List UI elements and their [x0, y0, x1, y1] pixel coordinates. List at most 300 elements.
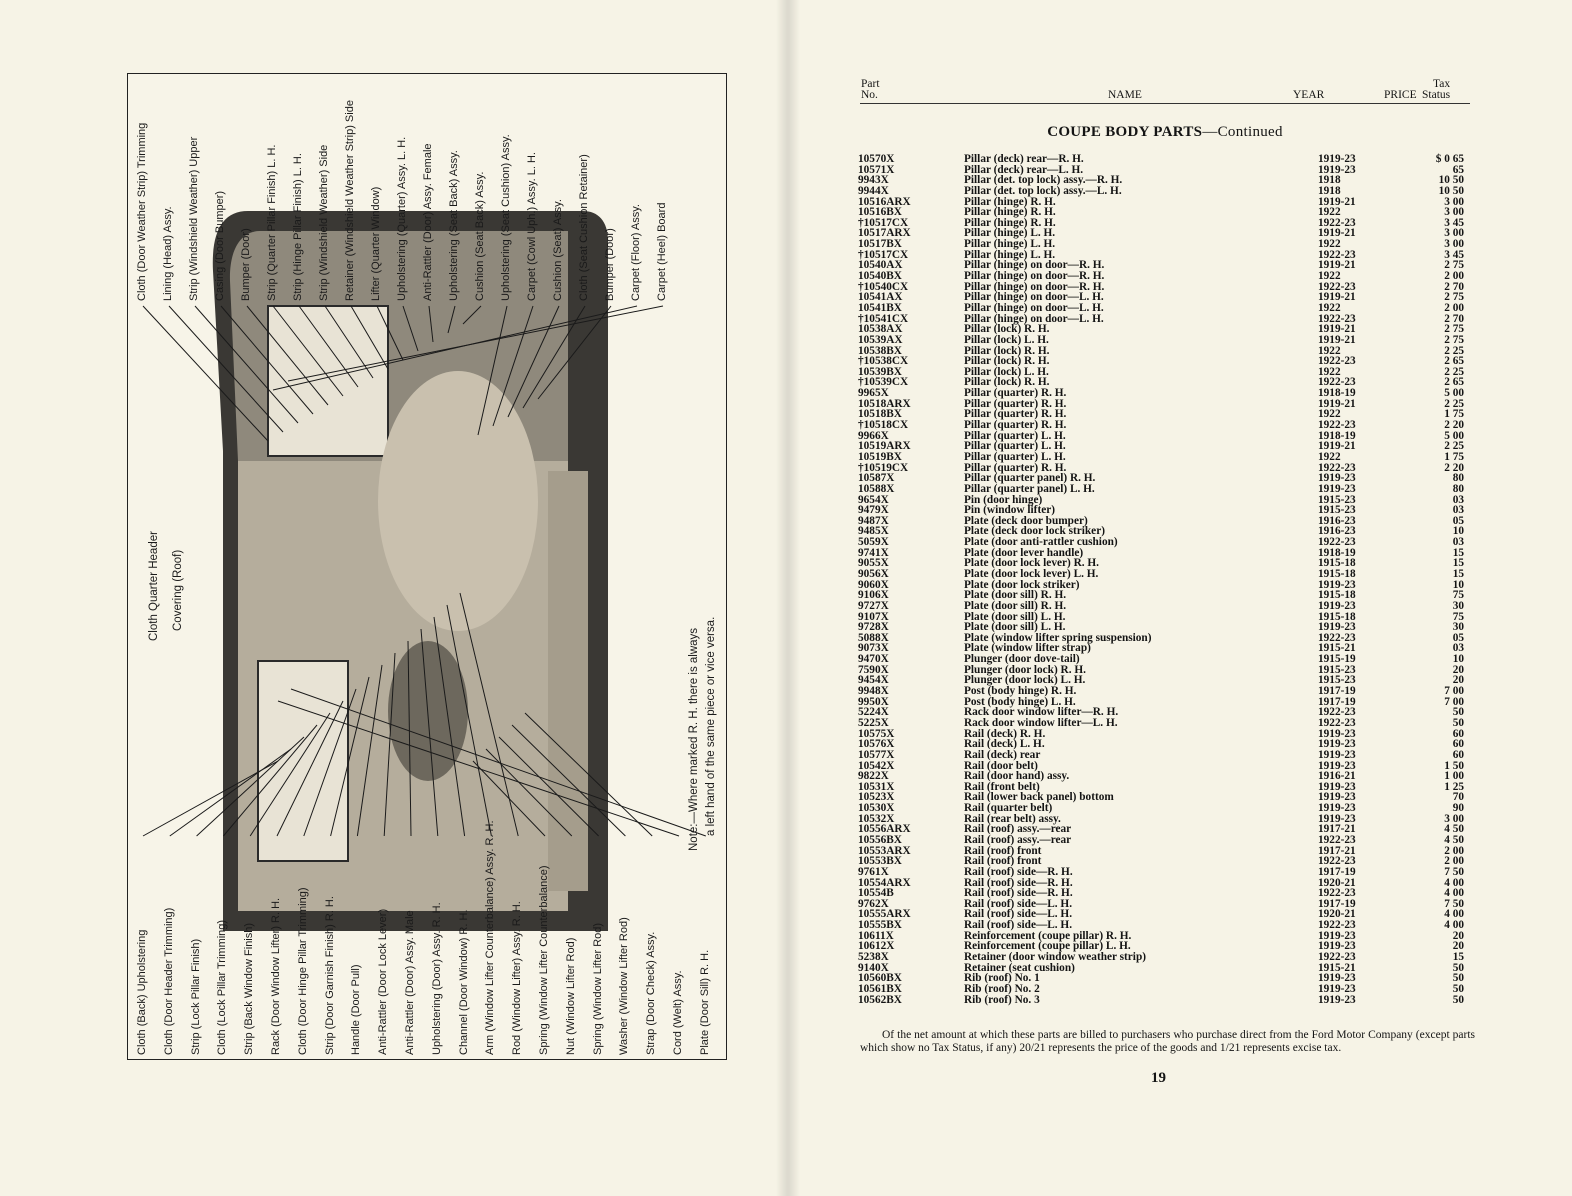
year-cell: 1922-23	[1318, 919, 1356, 932]
part-number-cell: 10571X	[858, 163, 895, 176]
part-number-cell: 5238X	[858, 951, 889, 964]
year-cell: 1922	[1318, 238, 1341, 251]
table-row	[858, 771, 1470, 782]
part-number-cell: 9943X	[858, 174, 889, 187]
price-cell: 1 75	[1444, 450, 1464, 463]
table-row	[858, 952, 1470, 963]
year-cell: 1919-23	[1318, 153, 1356, 165]
part-name-cell: Pillar (lock) L. H.	[964, 333, 1049, 346]
part-name-cell: Plunger (door lock) L. H.	[964, 674, 1086, 687]
table-row	[858, 537, 1470, 548]
part-name-cell: Pillar (det. top lock) assy.—L. H.	[964, 184, 1122, 197]
year-cell: 1917-19	[1318, 897, 1356, 910]
part-name-cell: Rail (deck) L. H.	[964, 738, 1045, 751]
year-cell: 1922-23	[1318, 280, 1356, 293]
table-row	[858, 239, 1470, 250]
figure-label: Washer (Window Lifter Rod)	[618, 917, 631, 1055]
price-cell: 10	[1452, 653, 1464, 666]
figure-label: Strip (Lock Pillar Finish)	[189, 938, 202, 1055]
price-cell: 20	[1452, 674, 1464, 687]
table-row	[858, 878, 1470, 889]
figure-label: Anti-Rattler (Door) Assy. Male	[404, 910, 416, 1055]
part-number-cell: 10554ARX	[858, 876, 911, 889]
price-cell: 03	[1452, 504, 1464, 517]
part-name-cell: Pillar (lock) L. H.	[964, 365, 1049, 378]
price-cell: 15	[1452, 557, 1464, 570]
page-number: 19	[1151, 1070, 1166, 1086]
part-name-cell: Plate (door sill) L. H.	[964, 621, 1066, 634]
figure-label: Bumper (Door)	[240, 228, 252, 301]
year-cell: 1919-21	[1318, 195, 1356, 208]
figure-label: Bumper (Door)	[604, 228, 616, 301]
part-number-cell: 10556BX	[858, 834, 902, 846]
table-row	[858, 186, 1470, 197]
table-row	[858, 260, 1470, 271]
year-cell: 1915-23	[1318, 674, 1356, 687]
table-row	[858, 675, 1470, 686]
part-name-cell: Pillar (quarter) R. H.	[964, 408, 1067, 421]
part-number-cell: †10519CX	[858, 461, 909, 474]
year-cell: 1919-23	[1318, 982, 1356, 995]
figure-label: Carpet (Cowl Uph.) Assy. L. H.	[526, 152, 538, 301]
table-row	[858, 367, 1470, 378]
year-cell: 1920-21	[1318, 908, 1356, 921]
section-title-text: COUPE BODY PARTS	[1047, 124, 1203, 140]
section-title	[860, 124, 1470, 141]
part-name-cell: Rail (roof) side—R. H.	[964, 887, 1073, 900]
table-row	[858, 303, 1470, 314]
table-row	[858, 803, 1470, 814]
year-cell: 1922-23	[1318, 419, 1356, 432]
part-number-cell: 10555ARX	[858, 908, 911, 921]
table-row	[858, 739, 1470, 750]
price-cell: 03	[1452, 642, 1464, 655]
part-number-cell: †10538CX	[858, 355, 909, 368]
part-number-cell: 9762X	[858, 897, 889, 910]
table-row	[858, 888, 1470, 899]
table-row	[858, 228, 1470, 239]
figure-label: Strip (Back Window Finish)	[243, 922, 256, 1055]
floor-carpet-shape	[548, 471, 588, 891]
year-cell: 1915-19	[1318, 653, 1356, 666]
price-cell: 2 00	[1444, 270, 1464, 283]
figure-label: Nut (Window Lifter Rod)	[564, 937, 577, 1055]
table-row	[858, 963, 1470, 974]
part-name-cell: Pillar (quarter) L. H.	[964, 429, 1066, 442]
year-cell: 1918-19	[1318, 429, 1356, 442]
year-cell: 1919-23	[1318, 812, 1356, 825]
figure-label: Upholstering (Seat Back) Assy.	[448, 150, 460, 301]
part-name-cell: Rail (lower back panel) bottom	[964, 791, 1114, 804]
price-cell: 7 00	[1444, 685, 1464, 698]
table-row	[858, 984, 1470, 995]
part-name-cell: Pillar (quarter) L. H.	[964, 440, 1066, 453]
price-cell: 50	[1452, 993, 1464, 1006]
year-cell: 1915-23	[1318, 663, 1356, 676]
part-name-cell: Rail (quarter belt)	[964, 802, 1053, 815]
part-number-cell: 10530X	[858, 802, 895, 815]
year-cell: 1917-21	[1318, 823, 1356, 836]
part-name-cell: Reinforcement (coupe pillar) L. H.	[964, 940, 1131, 953]
figure-label: Cloth (Seat Cushion Retainer)	[578, 154, 590, 301]
price-cell: 4 50	[1444, 834, 1464, 846]
year-cell: 1922	[1318, 408, 1341, 421]
part-number-cell: 10570X	[858, 153, 895, 165]
part-name-cell: Plate (door anti-rattler cushion)	[964, 536, 1118, 549]
figure-label: Lining (Head) Assy.	[162, 206, 174, 301]
part-number-cell: 9944X	[858, 184, 889, 197]
year-cell: 1915-18	[1318, 589, 1356, 602]
part-name-cell: Plate (door lock striker)	[964, 578, 1080, 591]
part-name-cell: Plate (deck door bumper)	[964, 514, 1088, 527]
price-cell: 3 00	[1444, 206, 1464, 219]
price-cell: 2 00	[1444, 855, 1464, 868]
price-cell: 10 50	[1438, 174, 1464, 187]
part-name-cell: Plate (door sill) L. H.	[964, 610, 1066, 623]
table-row	[858, 633, 1470, 644]
header-no: No.	[861, 89, 878, 101]
price-cell: 03	[1452, 493, 1464, 506]
price-cell: 7 50	[1444, 865, 1464, 878]
price-cell: 10	[1452, 525, 1464, 538]
table-row	[858, 463, 1470, 474]
year-cell: 1915-18	[1318, 567, 1356, 580]
price-cell: 30	[1452, 621, 1464, 634]
table-row	[858, 643, 1470, 654]
part-name-cell: Pillar (hinge) on door—L. H.	[964, 291, 1104, 304]
header-price: PRICE	[1384, 89, 1417, 101]
price-cell: 03	[1452, 536, 1464, 549]
table-row	[858, 420, 1470, 431]
table-row	[858, 931, 1470, 942]
table-row	[858, 335, 1470, 346]
figure-label: Strip (Hinge Pillar Finish) L. H.	[292, 153, 304, 301]
table-row	[858, 175, 1470, 186]
price-cell: 2 20	[1444, 419, 1464, 432]
price-cell: 2 25	[1444, 397, 1464, 410]
part-name-cell: Pillar (hinge) on door—R. H.	[964, 259, 1105, 272]
table-row	[858, 909, 1470, 920]
table-row	[858, 250, 1470, 261]
year-cell: 1919-23	[1318, 472, 1356, 485]
table-row	[858, 377, 1470, 388]
price-cell: 70	[1452, 791, 1464, 804]
price-cell: 3 45	[1444, 216, 1464, 229]
part-name-cell: Rail (rear belt) assy.	[964, 812, 1061, 825]
year-cell: 1919-21	[1318, 323, 1356, 336]
table-row	[858, 165, 1470, 176]
seat-shape	[378, 371, 538, 631]
price-cell: 50	[1452, 982, 1464, 995]
part-name-cell: Pillar (hinge) on door—L. H.	[964, 312, 1104, 325]
illustration-note-line2: a left hand of the same piece or vice versa.	[705, 616, 717, 836]
table-row	[858, 505, 1470, 516]
price-cell: 4 00	[1444, 876, 1464, 889]
year-cell: 1919-23	[1318, 599, 1356, 612]
table-row	[858, 324, 1470, 335]
price-cell: 3 45	[1444, 248, 1464, 261]
price-cell: 1 50	[1444, 759, 1464, 772]
year-cell: 1922	[1318, 301, 1341, 314]
year-cell: 1915-23	[1318, 504, 1356, 517]
part-number-cell: 10540BX	[858, 270, 902, 283]
price-cell: 50	[1452, 972, 1464, 985]
year-cell: 1919-23	[1318, 972, 1356, 985]
year-cell: 1922	[1318, 344, 1341, 357]
part-number-cell: †10517CX	[858, 248, 909, 261]
part-name-cell: Rail (roof) side—L. H.	[964, 908, 1073, 921]
part-name-cell: Pillar (quarter) R. H.	[964, 397, 1067, 410]
year-cell: 1919-23	[1318, 738, 1356, 751]
part-number-cell: 9727X	[858, 599, 889, 612]
part-number-cell: 10519BX	[858, 450, 902, 463]
price-cell: 20	[1452, 663, 1464, 676]
price-cell: 05	[1452, 631, 1464, 644]
price-cell: 75	[1452, 610, 1464, 623]
part-name-cell: Rail (roof) side—L. H.	[964, 919, 1073, 932]
part-number-cell: 10539AX	[858, 333, 903, 346]
part-name-cell: Pillar (lock) R. H.	[964, 323, 1050, 336]
part-number-cell: 10538AX	[858, 323, 903, 336]
table-row	[858, 995, 1470, 1006]
table-row	[858, 622, 1470, 633]
price-cell: 1 00	[1444, 770, 1464, 783]
table-row	[858, 409, 1470, 420]
figure-label: Strap (Door Check) Assy.	[645, 931, 658, 1055]
part-name-cell: Rail (roof) side—R. H.	[964, 865, 1073, 878]
part-name-cell: Plate (door lock lever) L. H.	[964, 567, 1099, 580]
figure-label: Rod (Window Lifter) Assy. R. H.	[511, 901, 524, 1055]
year-cell: 1919-23	[1318, 791, 1356, 804]
figure-label: Cushion (Seat) Assy.	[552, 199, 564, 301]
table-row	[858, 707, 1470, 718]
table-row	[858, 346, 1470, 357]
part-number-cell: 10532X	[858, 812, 895, 825]
price-cell: 10	[1452, 578, 1464, 591]
figure-label: Cloth (Door Header Trimming)	[162, 907, 175, 1055]
part-number-cell: 9107X	[858, 610, 889, 623]
price-cell: 60	[1452, 727, 1464, 740]
table-row	[858, 431, 1470, 442]
table-row	[858, 920, 1470, 931]
part-name-cell: Pillar (det. top lock) assy.—R. H.	[964, 174, 1123, 187]
year-cell: 1922	[1318, 365, 1341, 378]
part-number-cell: 10517BX	[858, 238, 902, 251]
figure-label: Spring (Window Lifter Rod)	[591, 922, 604, 1055]
part-number-cell: 10523X	[858, 791, 895, 804]
price-cell: 30	[1452, 599, 1464, 612]
year-cell: 1915-21	[1318, 642, 1356, 655]
price-cell: $ 0 65	[1435, 153, 1464, 165]
part-name-cell: Pillar (hinge) L. H.	[964, 227, 1056, 240]
year-cell: 1919-23	[1318, 780, 1356, 793]
part-number-cell: 10538BX	[858, 344, 902, 357]
price-cell: 80	[1452, 482, 1464, 495]
price-cell: 2 20	[1444, 461, 1464, 474]
year-cell: 1917-19	[1318, 865, 1356, 878]
part-name-cell: Rib (roof) No. 2	[964, 982, 1040, 995]
year-cell: 1922-23	[1318, 631, 1356, 644]
part-name-cell: Rib (roof) No. 1	[964, 972, 1040, 985]
price-cell: 5 00	[1444, 429, 1464, 442]
rotated-figure-content	[128, 74, 727, 1060]
part-number-cell: 5224X	[858, 706, 889, 719]
figure-label: Upholstering (Quarter) Assy. L. H.	[396, 136, 408, 301]
part-name-cell: Rack door window lifter—L. H.	[964, 716, 1118, 729]
part-number-cell: 10575X	[858, 727, 895, 740]
part-name-cell: Rail (deck) R. H.	[964, 727, 1046, 740]
figure-label: Casing (Door Bumper)	[214, 190, 226, 301]
part-name-cell: Plate (window lifter strap)	[964, 642, 1091, 655]
figure-label: Strip (Quarter Pillar Finish) L. H.	[266, 144, 278, 301]
figure-label: Cloth (Lock Pillar Trimming)	[216, 919, 229, 1055]
part-number-cell: 10539BX	[858, 365, 902, 378]
price-cell: 80	[1452, 472, 1464, 485]
price-cell: 4 00	[1444, 919, 1464, 932]
year-cell: 1922-23	[1318, 855, 1356, 868]
price-cell: 15	[1452, 567, 1464, 580]
part-number-cell: 9948X	[858, 685, 889, 698]
price-cell: 50	[1452, 706, 1464, 719]
part-number-cell: 10561BX	[858, 982, 902, 995]
price-cell: 20	[1452, 940, 1464, 953]
part-number-cell: 9056X	[858, 567, 889, 580]
year-cell: 1922	[1318, 206, 1341, 219]
table-row	[858, 271, 1470, 282]
part-name-cell: Pin (door hinge)	[964, 493, 1043, 506]
header-part: Part	[861, 78, 880, 90]
part-number-cell: 9073X	[858, 642, 889, 655]
price-cell: 2 65	[1444, 355, 1464, 368]
part-number-cell: 10577X	[858, 748, 895, 761]
header-name: NAME	[1108, 89, 1142, 101]
part-name-cell: Plunger (door lock) R. H.	[964, 663, 1086, 676]
book-gutter	[776, 0, 800, 1196]
table-row	[858, 750, 1470, 761]
part-number-cell: 10518ARX	[858, 397, 911, 410]
price-cell: 2 00	[1444, 301, 1464, 314]
year-cell: 1922-23	[1318, 536, 1356, 549]
year-cell: 1922-23	[1318, 834, 1356, 846]
part-name-cell: Pillar (hinge) on door—R. H.	[964, 270, 1105, 283]
part-number-cell: 10518BX	[858, 408, 902, 421]
part-name-cell: Rail (roof) side—L. H.	[964, 897, 1073, 910]
part-name-cell: Pillar (quarter) R. H.	[964, 419, 1067, 432]
figure-label: Cloth (Door Weather Strip) Trimming	[136, 122, 148, 301]
table-row	[858, 218, 1470, 229]
section-title-continued: —Continued	[1202, 124, 1283, 140]
part-number-cell: 10554B	[858, 887, 894, 900]
year-cell: 1922-23	[1318, 951, 1356, 964]
figure-label: Plate (Door Sill) R. H.	[698, 949, 711, 1055]
part-name-cell: Pillar (hinge) L. H.	[964, 238, 1056, 251]
year-cell: 1918-19	[1318, 387, 1356, 400]
figure-label: Arm (Window Lifter Counterbalance) Assy. R. H.	[484, 820, 497, 1055]
part-name-cell: Pillar (hinge) on door—L. H.	[964, 301, 1104, 314]
year-cell: 1915-18	[1318, 610, 1356, 623]
part-name-cell: Plunger (door dove-tail)	[964, 653, 1080, 666]
part-name-cell: Pillar (quarter) R. H.	[964, 387, 1067, 400]
table-row	[858, 558, 1470, 569]
part-number-cell: 9140X	[858, 961, 889, 974]
figure-label: Strip (Windshield Weather) Side	[318, 144, 330, 301]
part-number-cell: 10540AX	[858, 259, 903, 272]
price-cell: 2 75	[1444, 333, 1464, 346]
part-name-cell: Pillar (lock) R. H.	[964, 344, 1050, 357]
table-row	[858, 356, 1470, 367]
part-number-cell: 7590X	[858, 663, 889, 676]
part-number-cell: 10612X	[858, 940, 895, 953]
part-name-cell: Rail (roof) assy.—rear	[964, 834, 1072, 846]
price-cell: 10 50	[1438, 184, 1464, 197]
year-cell: 1922-23	[1318, 706, 1356, 719]
year-cell: 1919-23	[1318, 727, 1356, 740]
part-number-cell: †10539CX	[858, 376, 909, 389]
year-cell: 1919-21	[1318, 291, 1356, 304]
part-name-cell: Post (body hinge) L. H.	[964, 695, 1076, 708]
part-number-cell: 5225X	[858, 716, 889, 729]
part-number-cell: 10556ARX	[858, 823, 911, 836]
part-number-cell: †10517CX	[858, 216, 909, 229]
part-number-cell: 10562BX	[858, 993, 902, 1006]
price-cell: 3 00	[1444, 227, 1464, 240]
figure-label: Cushion (Seat Back) Assy.	[474, 171, 486, 301]
year-cell: 1919-21	[1318, 440, 1356, 453]
part-number-cell: 10516ARX	[858, 195, 911, 208]
year-cell: 1919-23	[1318, 802, 1356, 815]
year-cell: 1922-23	[1318, 216, 1356, 229]
quarter-window-opening	[268, 306, 388, 456]
figure-label: Upholstering (Door) Assy. R. H.	[430, 902, 443, 1055]
table-row	[858, 814, 1470, 825]
price-cell: 2 75	[1444, 259, 1464, 272]
price-cell: 4 00	[1444, 887, 1464, 900]
figure-label: Carpet (Heel) Board	[656, 202, 668, 301]
price-cell: 4 50	[1444, 823, 1464, 836]
figure-label: Cloth (Back) Upholstering	[136, 929, 148, 1055]
price-cell: 50	[1452, 961, 1464, 974]
table-row	[858, 835, 1470, 846]
year-cell: 1915-21	[1318, 961, 1356, 974]
table-row	[858, 973, 1470, 984]
price-cell: 20	[1452, 929, 1464, 942]
part-name-cell: Plate (door lock lever) R. H.	[964, 557, 1100, 570]
year-cell: 1917-19	[1318, 695, 1356, 708]
table-row	[858, 292, 1470, 303]
year-cell: 1922-23	[1318, 461, 1356, 474]
table-header	[860, 77, 1470, 104]
label-covering-roof: Covering (Roof)	[172, 549, 184, 631]
table-row	[858, 782, 1470, 793]
part-number-cell: 9106X	[858, 589, 889, 602]
door-window-opening	[258, 661, 348, 861]
price-cell: 2 25	[1444, 365, 1464, 378]
year-cell: 1917-21	[1318, 844, 1356, 857]
part-name-cell: Pillar (hinge) R. H.	[964, 216, 1056, 229]
part-name-cell: Pin (window lifter)	[964, 504, 1055, 517]
table-row	[858, 856, 1470, 867]
table-row	[858, 282, 1470, 293]
year-cell: 1922-23	[1318, 887, 1356, 900]
part-name-cell: Rail (door hand) assy.	[964, 770, 1070, 783]
year-cell: 1916-23	[1318, 525, 1356, 538]
price-cell: 7 50	[1444, 897, 1464, 910]
part-name-cell: Plate (door lever handle)	[964, 546, 1084, 559]
price-cell: 2 70	[1444, 312, 1464, 325]
part-name-cell: Pillar (hinge) on door—R. H.	[964, 280, 1105, 293]
table-row	[858, 718, 1470, 729]
illustration-note-line1: Note:—Where marked R. H. there is always	[688, 627, 700, 851]
